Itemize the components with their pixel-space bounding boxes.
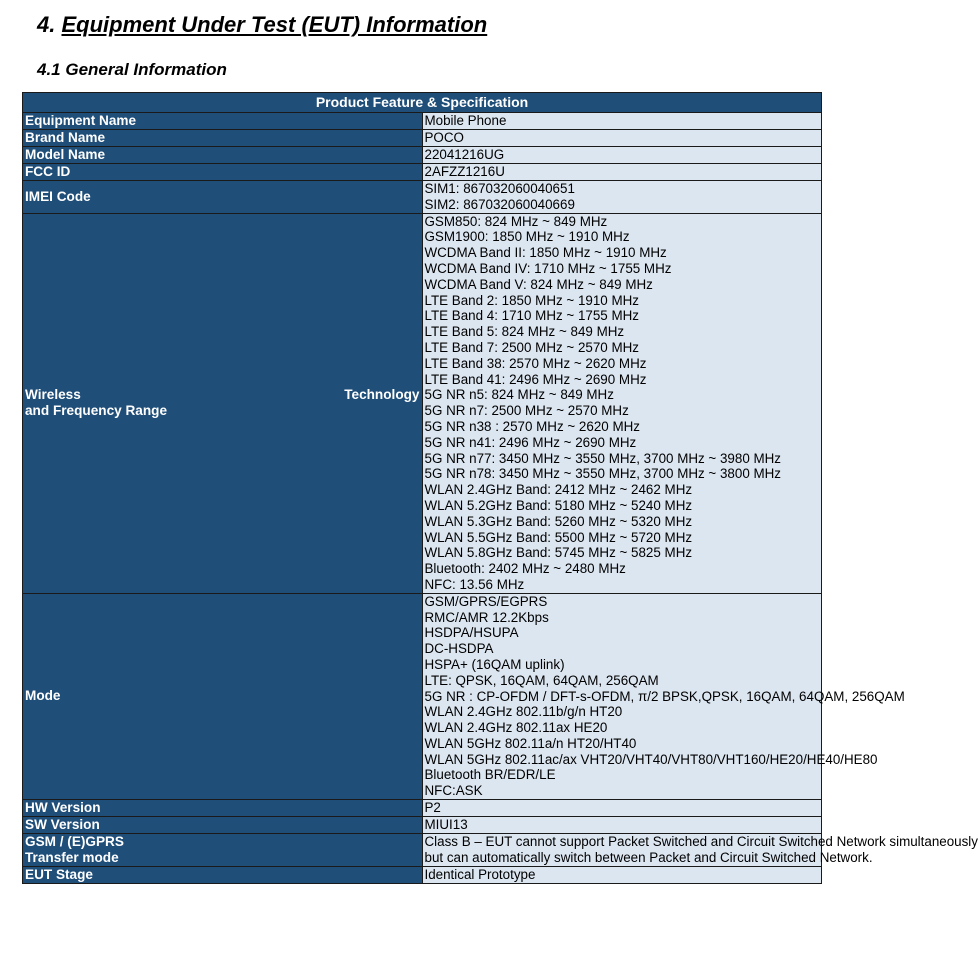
table-row-imei-code [23, 181, 822, 214]
product-spec-table [22, 92, 978, 884]
frequency-line: LTE Band 7: 2500 MHz ~ 2570 MHz [424, 339, 639, 355]
imei-code-label: IMEI Code [23, 181, 423, 214]
mode-line: DC-HSDPA [424, 641, 494, 657]
equipment-name-value: Mobile Phone [422, 113, 822, 130]
sw-version-value: MIUI13 [422, 817, 822, 834]
eut-stage-label: EUT Stage [23, 867, 423, 884]
imei-line: SIM2: 867032060040669 [424, 196, 575, 212]
wireless-label-line2: and Frequency Range [25, 403, 168, 419]
mode-line: 5G NR : CP-OFDM / DFT-s-OFDM, π/2 BPSK,QPSK, 16QAM, 64QAM, 256QAM [424, 688, 905, 704]
mode-line: NFC:ASK [424, 783, 483, 799]
frequency-line: 5G NR n77: 3450 MHz ~ 3550 MHz, 3700 MHz ~ 3980 MHz [424, 450, 782, 466]
wireless-label-word: Wireless [25, 387, 81, 403]
mode-line: WLAN 5GHz 802.11a/n HT20/HT40 [424, 735, 637, 751]
wireless-frequency-list [422, 213, 822, 593]
subsection-heading: 4.1 General Information [37, 60, 227, 79]
frequency-line: WLAN 5.5GHz Band: 5500 MHz ~ 5720 MHz [424, 529, 693, 545]
mode-line: WLAN 2.4GHz 802.11b/g/n HT20 [424, 704, 623, 720]
table-row-sw-version [23, 817, 822, 834]
mode-line: WLAN 5GHz 802.11ac/ax VHT20/VHT40/VHT80/VHT160/HE20/HE40/HE80 [424, 751, 878, 767]
wireless-technology-label [23, 213, 423, 593]
table-row-eut-stage [23, 867, 822, 884]
fcc-id-label: FCC ID [23, 164, 423, 181]
frequency-line: LTE Band 4: 1710 MHz ~ 1755 MHz [424, 308, 639, 324]
table-row-fcc-id [23, 164, 822, 181]
frequency-line: NFC: 13.56 MHz [424, 576, 525, 592]
section-number: 4. [37, 12, 56, 37]
table-caption-row [23, 93, 822, 113]
table-row-wireless-technology [23, 213, 822, 593]
mode-line: WLAN 2.4GHz 802.11ax HE20 [424, 720, 608, 736]
frequency-line: 5G NR n41: 2496 MHz ~ 2690 MHz [424, 434, 637, 450]
table-row-model-name [23, 147, 822, 164]
frequency-line: WCDMA Band IV: 1710 MHz ~ 1755 MHz [424, 260, 672, 276]
wireless-label-line1 [25, 387, 420, 403]
imei-code-value [422, 181, 822, 214]
technology-label-word: Technology [344, 387, 420, 403]
frequency-line: LTE Band 5: 824 MHz ~ 849 MHz [424, 324, 625, 340]
mode-label: Mode [23, 593, 423, 799]
table-row-brand-name [23, 130, 822, 147]
gsm-transfer-mode-label [23, 834, 423, 867]
hw-version-value: P2 [422, 800, 822, 817]
frequency-line: LTE Band 41: 2496 MHz ~ 2690 MHz [424, 371, 647, 387]
gsm-label-line1: GSM / (E)GPRS [25, 834, 124, 850]
imei-line: SIM1: 867032060040651 [424, 181, 575, 196]
transfer-mode-line: but can automatically switch between Packet and Circuit Switched Network. [424, 850, 873, 866]
equipment-name-label: Equipment Name [23, 113, 423, 130]
model-name-value: 22041216UG [422, 147, 822, 164]
frequency-line: 5G NR n5: 824 MHz ~ 849 MHz [424, 387, 614, 403]
frequency-line: 5G NR n7: 2500 MHz ~ 2570 MHz [424, 403, 629, 419]
section-title: Equipment Under Test (EUT) Information [61, 12, 488, 37]
table-row-equipment-name [23, 113, 822, 130]
table-caption: Product Feature & Specification [23, 93, 822, 113]
model-name-label: Model Name [23, 147, 423, 164]
table-row-gsm-transfer-mode [23, 834, 822, 867]
frequency-line: GSM850: 824 MHz ~ 849 MHz [424, 213, 608, 229]
hw-version-label: HW Version [23, 800, 423, 817]
sw-version-label: SW Version [23, 817, 423, 834]
fcc-id-value: 2AFZZ1216U [422, 164, 822, 181]
gsm-label-line2: Transfer mode [25, 850, 119, 866]
gsm-transfer-mode-value [422, 834, 978, 867]
frequency-line: 5G NR n78: 3450 MHz ~ 3550 MHz, 3700 MHz ~ 3800 MHz [424, 466, 782, 482]
mode-line: GSM/GPRS/EGPRS [424, 593, 548, 609]
mode-line: RMC/AMR 12.2Kbps [424, 609, 549, 625]
mode-line: LTE: QPSK, 16QAM, 64QAM, 256QAM [424, 672, 659, 688]
frequency-line: WCDMA Band V: 824 MHz ~ 849 MHz [424, 276, 653, 292]
eut-stage-value: Identical Prototype [422, 867, 822, 884]
frequency-line: GSM1900: 1850 MHz ~ 1910 MHz [424, 229, 630, 245]
section-heading [37, 10, 487, 40]
brand-name-label: Brand Name [23, 130, 423, 147]
mode-line: Bluetooth BR/EDR/LE [424, 767, 556, 783]
frequency-line: WLAN 5.8GHz Band: 5745 MHz ~ 5825 MHz [424, 545, 693, 561]
frequency-line: WLAN 2.4GHz Band: 2412 MHz ~ 2462 MHz [424, 482, 693, 498]
frequency-line: WCDMA Band II: 1850 MHz ~ 1910 MHz [424, 245, 667, 261]
mode-line: HSDPA/HSUPA [424, 625, 519, 641]
transfer-mode-line: Class B – EUT cannot support Packet Switched and Circuit Switched Network simultaneously [424, 834, 978, 850]
frequency-line: LTE Band 38: 2570 MHz ~ 2620 MHz [424, 355, 647, 371]
mode-line: HSPA+ (16QAM uplink) [424, 656, 565, 672]
brand-name-value: POCO [422, 130, 822, 147]
frequency-line: 5G NR n38 : 2570 MHz ~ 2620 MHz [424, 418, 640, 434]
table-row-hw-version [23, 800, 822, 817]
frequency-line: WLAN 5.3GHz Band: 5260 MHz ~ 5320 MHz [424, 513, 693, 529]
table-row-mode [23, 593, 822, 799]
frequency-line: LTE Band 2: 1850 MHz ~ 1910 MHz [424, 292, 639, 308]
frequency-line: Bluetooth: 2402 MHz ~ 2480 MHz [424, 561, 626, 577]
mode-list [422, 593, 905, 799]
frequency-line: WLAN 5.2GHz Band: 5180 MHz ~ 5240 MHz [424, 497, 693, 513]
